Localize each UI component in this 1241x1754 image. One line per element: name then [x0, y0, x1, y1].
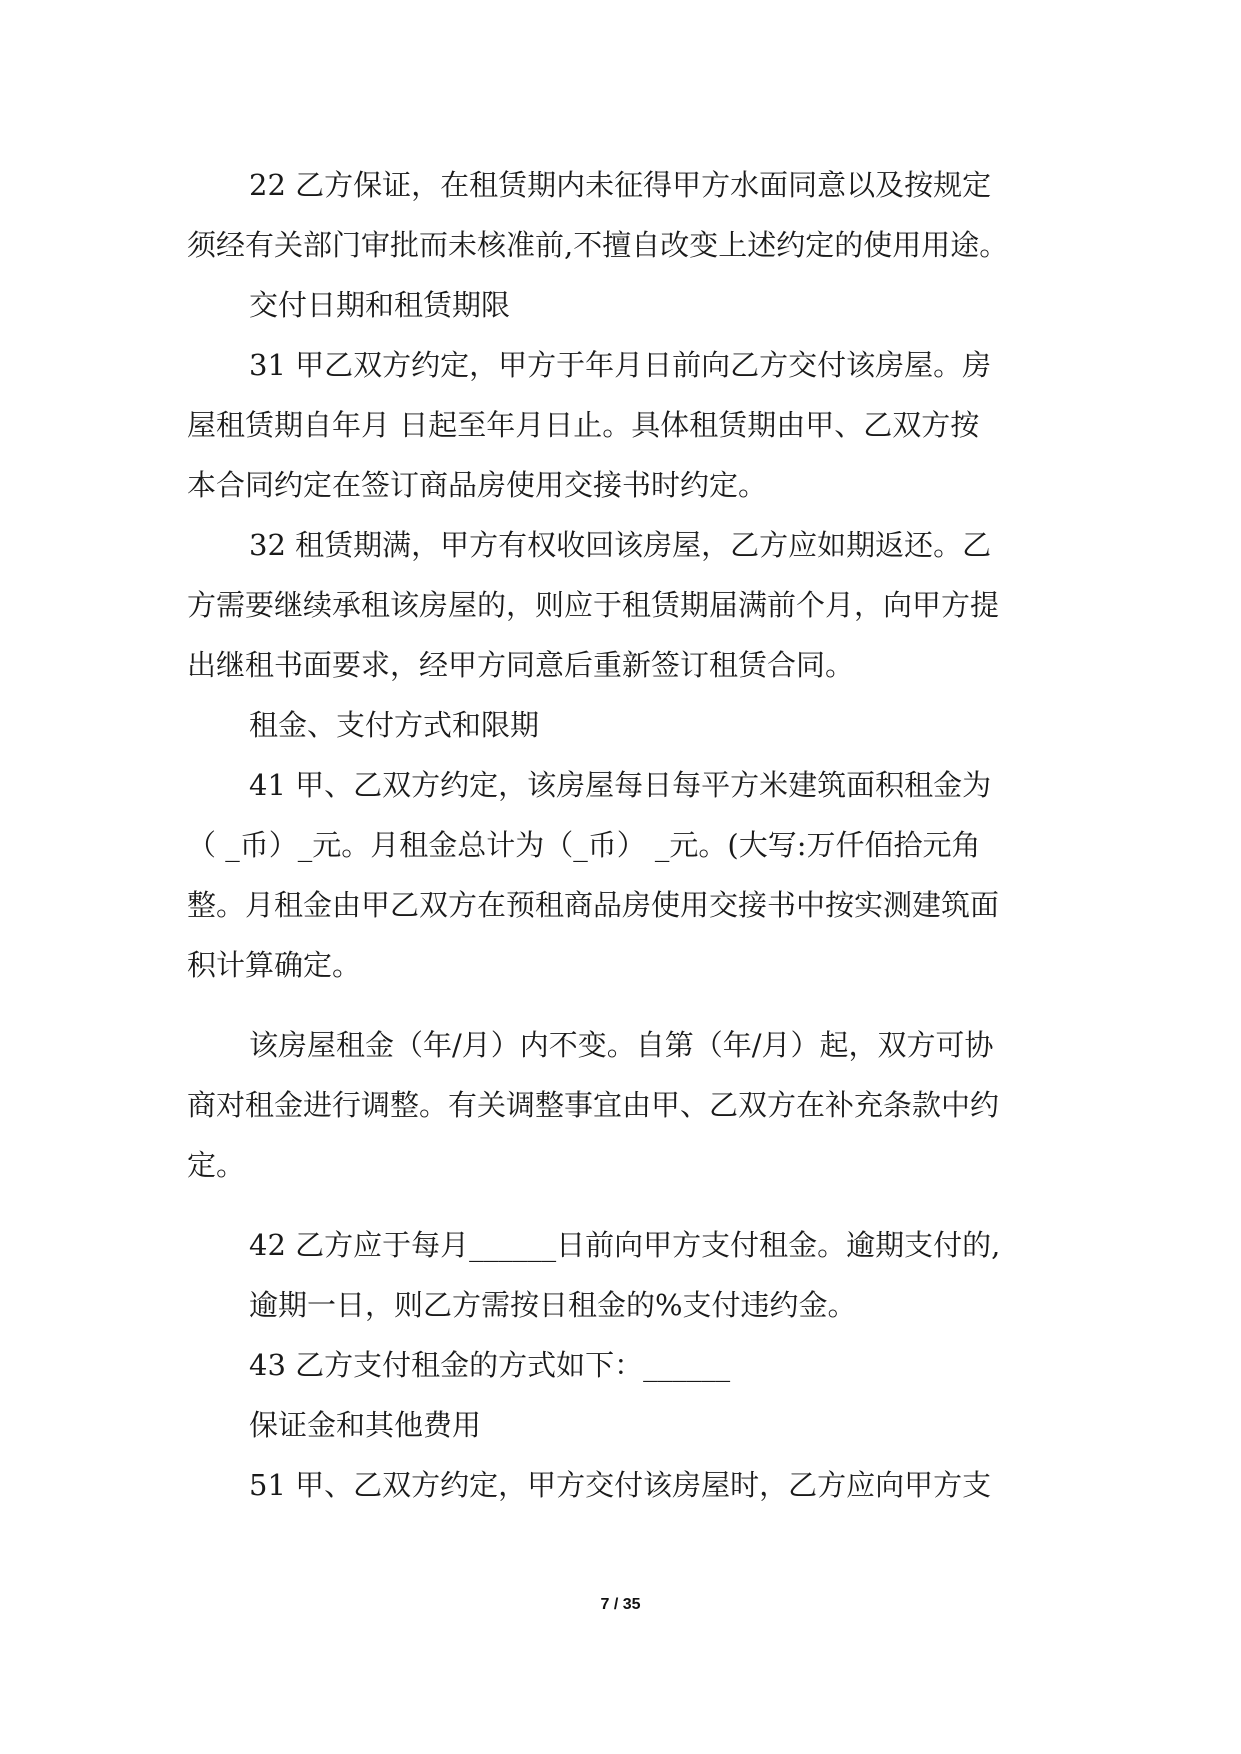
paragraph-line-14: 积计算确定。: [187, 948, 362, 982]
section-heading-rent: 租金、支付方式和限期: [249, 708, 540, 742]
paragraph-line-5: 屋租赁期自年月 日起至年月日止。具体租赁期由甲、乙双方按: [187, 408, 980, 442]
paragraph-line-7: 32 租赁期满，甲方有权收回该房屋，乙方应如期返还。乙: [249, 528, 992, 562]
paragraph-line-1: 22 乙方保证，在租赁期内未征得甲方水面同意以及按规定: [249, 168, 992, 202]
paragraph-line-16: 商对租金进行调整。有关调整事宜由甲、乙双方在补充条款中约: [187, 1088, 1000, 1122]
paragraph-line-13: 整。月租金由甲乙双方在预租商品房使用交接书中按实测建筑面: [187, 888, 1000, 922]
section-heading-deposit: 保证金和其他费用: [249, 1408, 482, 1442]
paragraph-line-11: 41 甲、乙双方约定，该房屋每日每平方米建筑面积租金为: [249, 768, 992, 802]
paragraph-line-22: 51 甲、乙双方约定，甲方交付该房屋时，乙方应向甲方支: [249, 1468, 992, 1502]
paragraph-line-12: （ _币）_元。月租金总计为（_币） _元。(大写:万仟佰拾元角: [187, 828, 981, 862]
page-number: 7 / 35: [600, 1596, 641, 1613]
paragraph-line-9: 出继租书面要求，经甲方同意后重新签订租赁合同。: [187, 648, 855, 682]
paragraph-line-4: 31 甲乙双方约定，甲方于年月日前向乙方交付该房屋。房: [249, 348, 992, 382]
paragraph-line-19: 逾期一日，则乙方需按日租金的%支付违约金。: [249, 1288, 857, 1322]
paragraph-line-6: 本合同约定在签订商品房使用交接书时约定。: [187, 468, 768, 502]
section-heading-delivery: 交付日期和租赁期限: [249, 288, 511, 322]
paragraph-line-17: 定。: [187, 1148, 246, 1182]
paragraph-line-18: 42 乙方应于每月______日前向甲方支付租金。逾期支付的,: [249, 1228, 1001, 1262]
paragraph-line-20: 43 乙方支付租金的方式如下：______: [249, 1348, 731, 1382]
paragraph-line-2: 须经有关部门审批而未核准前,不擅自改变上述约定的使用用途。: [187, 228, 1009, 262]
paragraph-line-8: 方需要继续承租该房屋的，则应于租赁期届满前个月，向甲方提: [187, 588, 1000, 622]
paragraph-line-15: 该房屋租金（年/月）内不变。自第（年/月）起，双方可协: [249, 1028, 994, 1062]
